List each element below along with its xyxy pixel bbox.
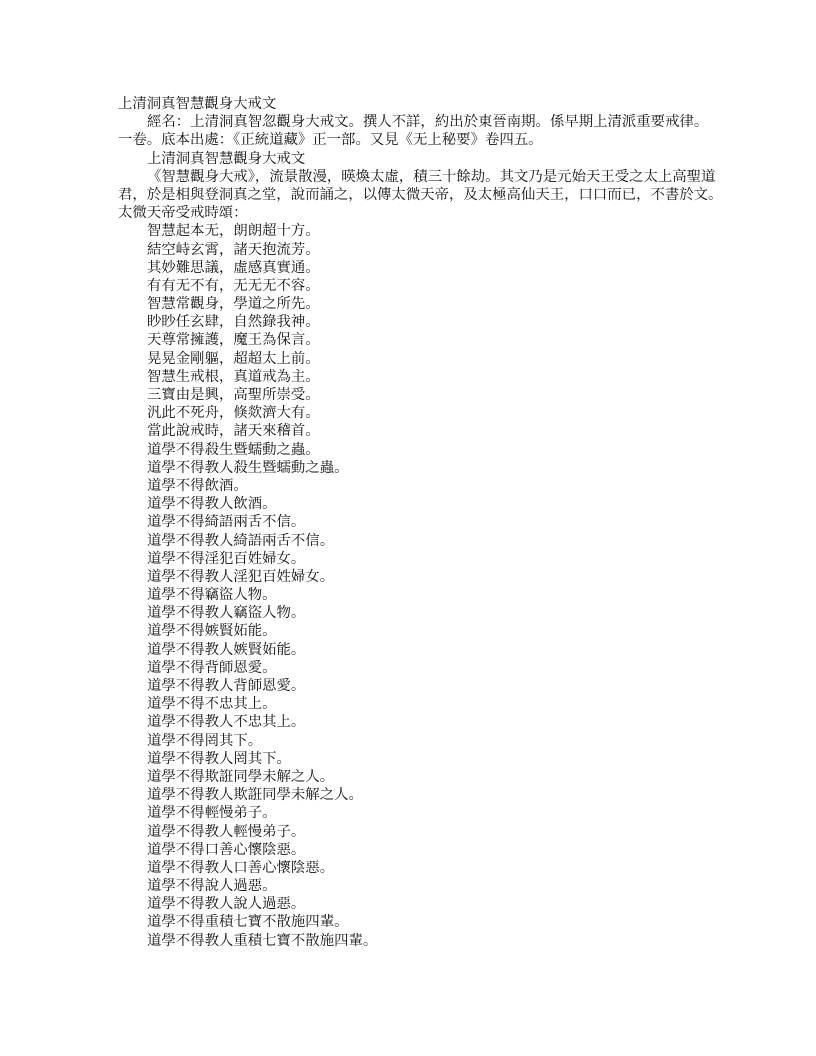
- verse-line: 當此說戒時，諸天來稽首。: [147, 423, 320, 440]
- precept-line: 道學不得教人不忠其上。: [147, 714, 306, 731]
- intro-line: 經名：上清洞真智忽觀身大戒文。撰人不詳，約出於東晉南期。係早期上清派重要戒律。: [147, 114, 709, 131]
- precept-line: 道學不得教人嫉賢妬能。: [147, 641, 306, 658]
- verse-line: 結空峙玄霄，諸天抱流芳。: [147, 241, 320, 258]
- verse-line: 有有无不有，无无无不容。: [147, 277, 320, 294]
- precept-line: 道學不得淫犯百姓婦女。: [147, 550, 306, 567]
- precept-line: 道學不得飲酒。: [147, 477, 248, 494]
- precept-line: 道學不得不忠其上。: [147, 696, 277, 713]
- precept-line: 道學不得背師恩愛。: [147, 659, 277, 676]
- verse-line: 眇眇任玄肆，自然錄我神。: [147, 314, 320, 331]
- precept-line: 道學不得重積七寶不散施四輩。: [147, 914, 349, 931]
- precept-line: 道學不得綺語兩舌不信。: [147, 514, 306, 531]
- precept-line: 道學不得教人說人過惡。: [147, 896, 306, 913]
- precept-line: 道學不得嫉賢妬能。: [147, 623, 277, 640]
- verse-line: 晃晃金剛軀，超超太上前。: [147, 350, 320, 367]
- precept-line: 道學不得教人綺語兩舌不信。: [147, 532, 335, 549]
- verse-line: 智慧生戒根，真道戒為主。: [147, 368, 320, 385]
- preface-line: 太微天帝受戒時頌：: [118, 205, 248, 222]
- precept-line: 道學不得竊盜人物。: [147, 587, 277, 604]
- precept-line: 道學不得教人欺誑同學未解之人。: [147, 787, 363, 804]
- intro-line: 一卷。底本出處：《正統道藏》正一部。又見《无上秘要》卷四五。: [118, 132, 543, 149]
- precept-line: 道學不得欺誑同學未解之人。: [147, 768, 335, 785]
- precept-line: 道學不得教人罔其下。: [147, 750, 291, 767]
- precept-line: 道學不得教人輕慢弟子。: [147, 823, 306, 840]
- verse-line: 汎此不死舟，倏欻濟大有。: [147, 405, 320, 422]
- subtitle: 上清洞真智慧觀身大戒文: [147, 150, 306, 167]
- precept-list: [118, 441, 718, 950]
- precept-line: 道學不得教人重積七寶不散施四輩。: [147, 932, 378, 949]
- verse-line: 其妙難思議，虛感真實通。: [147, 259, 320, 276]
- precept-line: 道學不得罔其下。: [147, 732, 263, 749]
- precept-line: 道學不得殺生暨蠕動之蟲。: [147, 441, 320, 458]
- precept-line: 道學不得教人淫犯百姓婦女。: [147, 568, 335, 585]
- precept-line: 道學不得教人背師恩愛。: [147, 678, 306, 694]
- verse-list: [118, 222, 718, 440]
- precept-line: 道學不得教人飲酒。: [147, 496, 277, 513]
- precept-line: 道學不得說人過惡。: [147, 878, 277, 895]
- document-page: [118, 95, 723, 950]
- preface-line: 《智慧觀身大戒》，流景散漫，暎煥太虛，積三十餘劫。其文乃是元始天王受之太上高聖道: [147, 168, 716, 185]
- document-title: 上清洞真智慧觀身大戒文: [118, 96, 277, 112]
- precept-line: 道學不得教人殺生暨蠕動之蟲。: [147, 459, 349, 476]
- precept-line: 道學不得輕慢弟子。: [147, 805, 277, 822]
- precept-line: 道學不得教人口善心懷陰惡。: [147, 859, 335, 876]
- verse-line: 智慧起本无，朗朗超十方。: [147, 223, 320, 240]
- verse-line: 智慧常觀身，學道之所先。: [147, 296, 320, 313]
- preface-line: 君，於是相與登洞真之堂，說而誦之，以傳太微天帝，及太極高仙天王，口口而已，不書於文。: [118, 186, 723, 203]
- verse-line: 天尊常擁護，魔王為保言。: [147, 332, 320, 349]
- verse-line: 三寶由是興，高聖所崇受。: [147, 387, 320, 403]
- precept-line: 道學不得教人竊盜人物。: [147, 605, 306, 622]
- precept-line: 道學不得口善心懷陰惡。: [147, 841, 306, 858]
